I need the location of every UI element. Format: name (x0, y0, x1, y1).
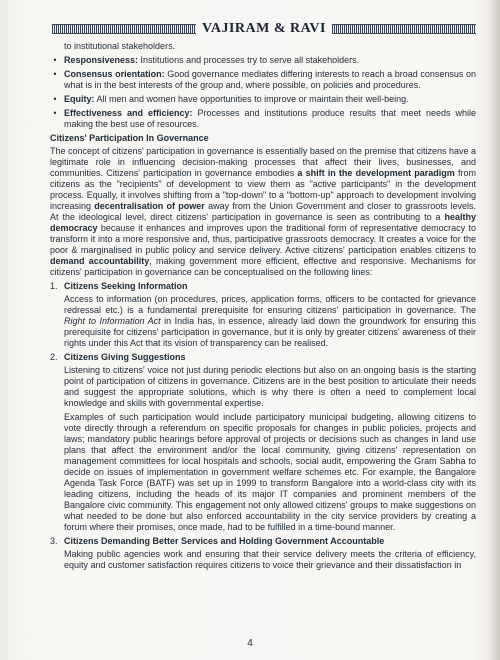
bullet-text: Good governance mediates differing interests to reach a broad consensus on what is in the best interests of the group and, where possible, on policies and procedures. (64, 69, 476, 90)
item-paragraph: Listening to citizens' voice not just during periodic elections but also on an ongoing basis is the starting point of participation of citizens in governance. Citizens are in the best position to articulate their needs and suggest the appropriate solutions, which is why there is often a need to complement local knowledge and skills with governmental expertise. (64, 365, 476, 408)
bold-phrase: healthy democracy (50, 212, 476, 233)
bullet-term: Responsiveness: (64, 55, 139, 65)
bullet-term: Consensus orientation: (64, 69, 165, 79)
bullet-text: Institutions and processes try to serve all stakeholders. (140, 55, 360, 65)
item-paragraph: Examples of such participation would include participatory municipal budgeting, allowing citizens to vote directly through a referendum on specific proposals for changes in public policies, projects and laws; mandatory public hearings before approval of projects or decisions such as changes in land use plans that affect the environment and/or the local community, giving citizens' representation on management committees for local hospitals and schools, social audit, empowering the Gram Sabha to decide on issues of implementation in government welfare schemes etc. For example, the Bangalore Agenda Task Force (BATF) was set up in 1999 to transform Bangalore into a world-class city with its leading citizens, including the heads of its major IT companies and prominent members of the Bangalore civic community. This engagement not only allowed citizens' groups to make suggestions on what needed to be done but also enforced accountability in the city service providers by creating a forum where their promises, once made, had to be fulfilled in a time-bound manner. (64, 412, 476, 532)
item-title: Citizens Demanding Better Services and Holding Government Accountable (64, 536, 385, 546)
bullet-icon: • (53, 69, 57, 79)
page-edge-shadow (488, 0, 500, 660)
text-run: away from the Union Government and closer to grassroots levels. At the ideological level, direct citizens' participation in governance is seen as contributing to a (50, 201, 476, 222)
text-run: The concept of citizens' participation in governance is essentially based on the premise that citizens have a legitimate role in influencing decision-making processes that affect their lives, businesses, and communities. Citizens' participation in governance embodies (50, 146, 476, 178)
text-run: Access to information (on procedures, prices, application forms, officers to be contacted for grievance redressal etc.) is a fundamental prerequisite for ensuring citizens' participation in governance. The (64, 294, 476, 315)
bullet-item (50, 108, 476, 130)
item-title: Citizens Giving Suggestions (64, 352, 186, 362)
numbered-item (50, 536, 476, 571)
bullet-item (50, 55, 476, 66)
bullet-term: Equity: (64, 94, 95, 104)
page-number: 4 (247, 638, 253, 649)
numbered-item (50, 281, 476, 349)
text-run: , making government more efficient, effective and responsive. Mechanisms for citizens' participation in governance can be conceptualised on the following lines: (50, 256, 476, 277)
page-header (52, 22, 476, 36)
text-run: from citizens as the "recipients" of development to view them as "active participants" in the development process. Equally, it involves shifting from a "top-down" to a "bottom-up" approach to development involving increasing (50, 168, 476, 211)
bold-phrase: demand accountability (50, 256, 150, 266)
item-paragraph: Making public agencies work and ensuring that their service delivery meets the criteria of efficiency, equity and customer satisfaction requires citizens to voice their grievance and their dissatisfaction in (64, 549, 476, 570)
item-number: 3. (50, 536, 58, 546)
text-run: in India has, in essence, already laid down the groundwork for ensuring this prerequisite for citizens' participation in governance, but it is only by greater citizens' awareness of their rights under this Act that its vision of transparency can be realised. (64, 316, 476, 348)
bullet-item (50, 94, 476, 105)
numbered-item (50, 352, 476, 533)
header-rule-right (332, 24, 476, 34)
section-heading: Citizens' Participation In Governance (50, 133, 209, 143)
item-paragraph (64, 294, 476, 349)
text-run: because it enhances and improves upon the traditional form of representative democracy to transform it into a more responsive and, thus, participative grassroots democracy. It creates a voice for the poor & marginalised in public policy and service delivery. Active citizens' participation enables citizens to (50, 223, 476, 255)
bullet-term: Effectiveness and efficiency: (64, 108, 193, 118)
item-number: 2. (50, 352, 58, 362)
bullet-icon: • (53, 94, 57, 104)
bullet-icon: • (53, 55, 57, 65)
header-brand: VAJIRAM & RAVI (202, 21, 326, 36)
italic-phrase: Right to Information Act (64, 316, 161, 326)
bullet-text: Processes and institutions produce results that meet needs while making the best use of resources. (64, 108, 476, 129)
bullet-text: All men and women have opportunities to improve or maintain their well-being. (96, 94, 409, 104)
bullet-icon: • (53, 108, 57, 118)
bold-phrase: decentralisation of power (94, 201, 205, 211)
item-title: Citizens Seeking Information (64, 281, 188, 291)
paragraph-participation (50, 146, 476, 278)
item-number: 1. (50, 281, 58, 291)
bullet-item (50, 69, 476, 91)
bold-phrase: a shift in the development paradigm (297, 168, 455, 178)
intro-continuation: to institutional stakeholders. (64, 41, 176, 51)
header-rule-left (52, 24, 196, 34)
page-content (50, 41, 476, 574)
